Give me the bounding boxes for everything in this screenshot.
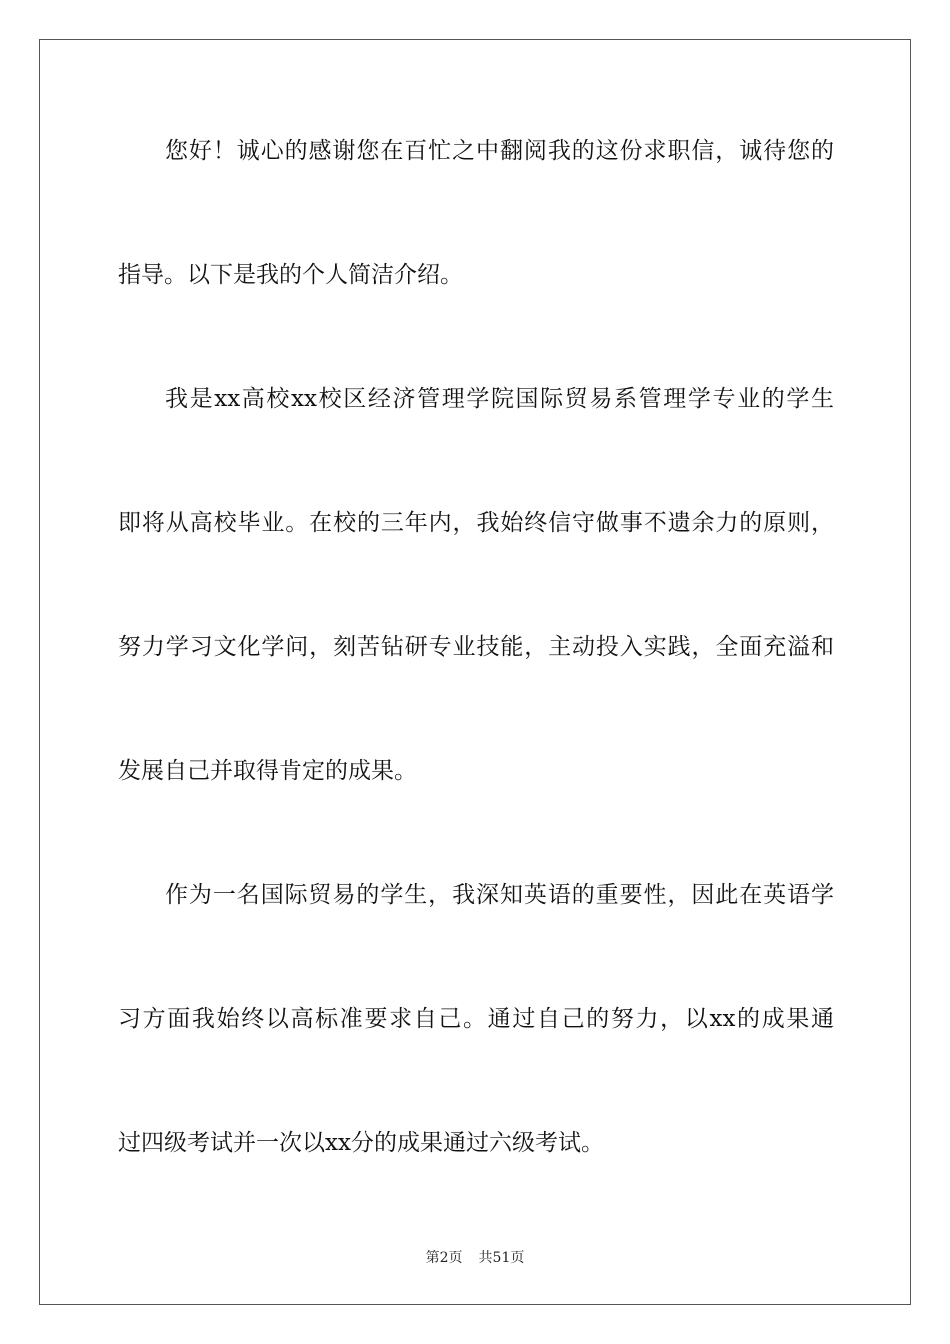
page-number: 第2页 [425,1250,463,1266]
page-footer [0,1247,950,1267]
paragraph-3-line-3: 过四级考试并一次以xx分的成果通过六级考试。 [118,1130,604,1156]
paragraph-3-line-2: 习方面我始终以高标准要求自己。通过自己的努力，以xx的成果通 [118,1006,834,1032]
paragraph-3-line-1: 作为一名国际贸易的学生，我深知英语的重要性，因此在英语学 [165,882,834,908]
paragraph-2-line-1: 我是xx高校xx校区经济管理学院国际贸易系管理学专业的学生 [165,386,834,412]
paragraph-2-line-2: 即将从高校毕业。在校的三年内，我始终信守做事不遗余力的原则， [118,510,834,536]
page-border [39,39,911,1305]
paragraph-1-line-2: 指导。以下是我的个人简洁介绍。 [118,262,463,288]
paragraph-2-line-4: 发展自己并取得肯定的成果。 [118,758,417,784]
paragraph-1-line-1: 您好！诚心的感谢您在百忙之中翻阅我的这份求职信，诚待您的 [165,138,834,164]
paragraph-2-line-3: 努力学习文化学问，刻苦钻研专业技能，主动投入实践，全面充溢和 [118,634,834,660]
page-total: 共51页 [478,1250,525,1266]
